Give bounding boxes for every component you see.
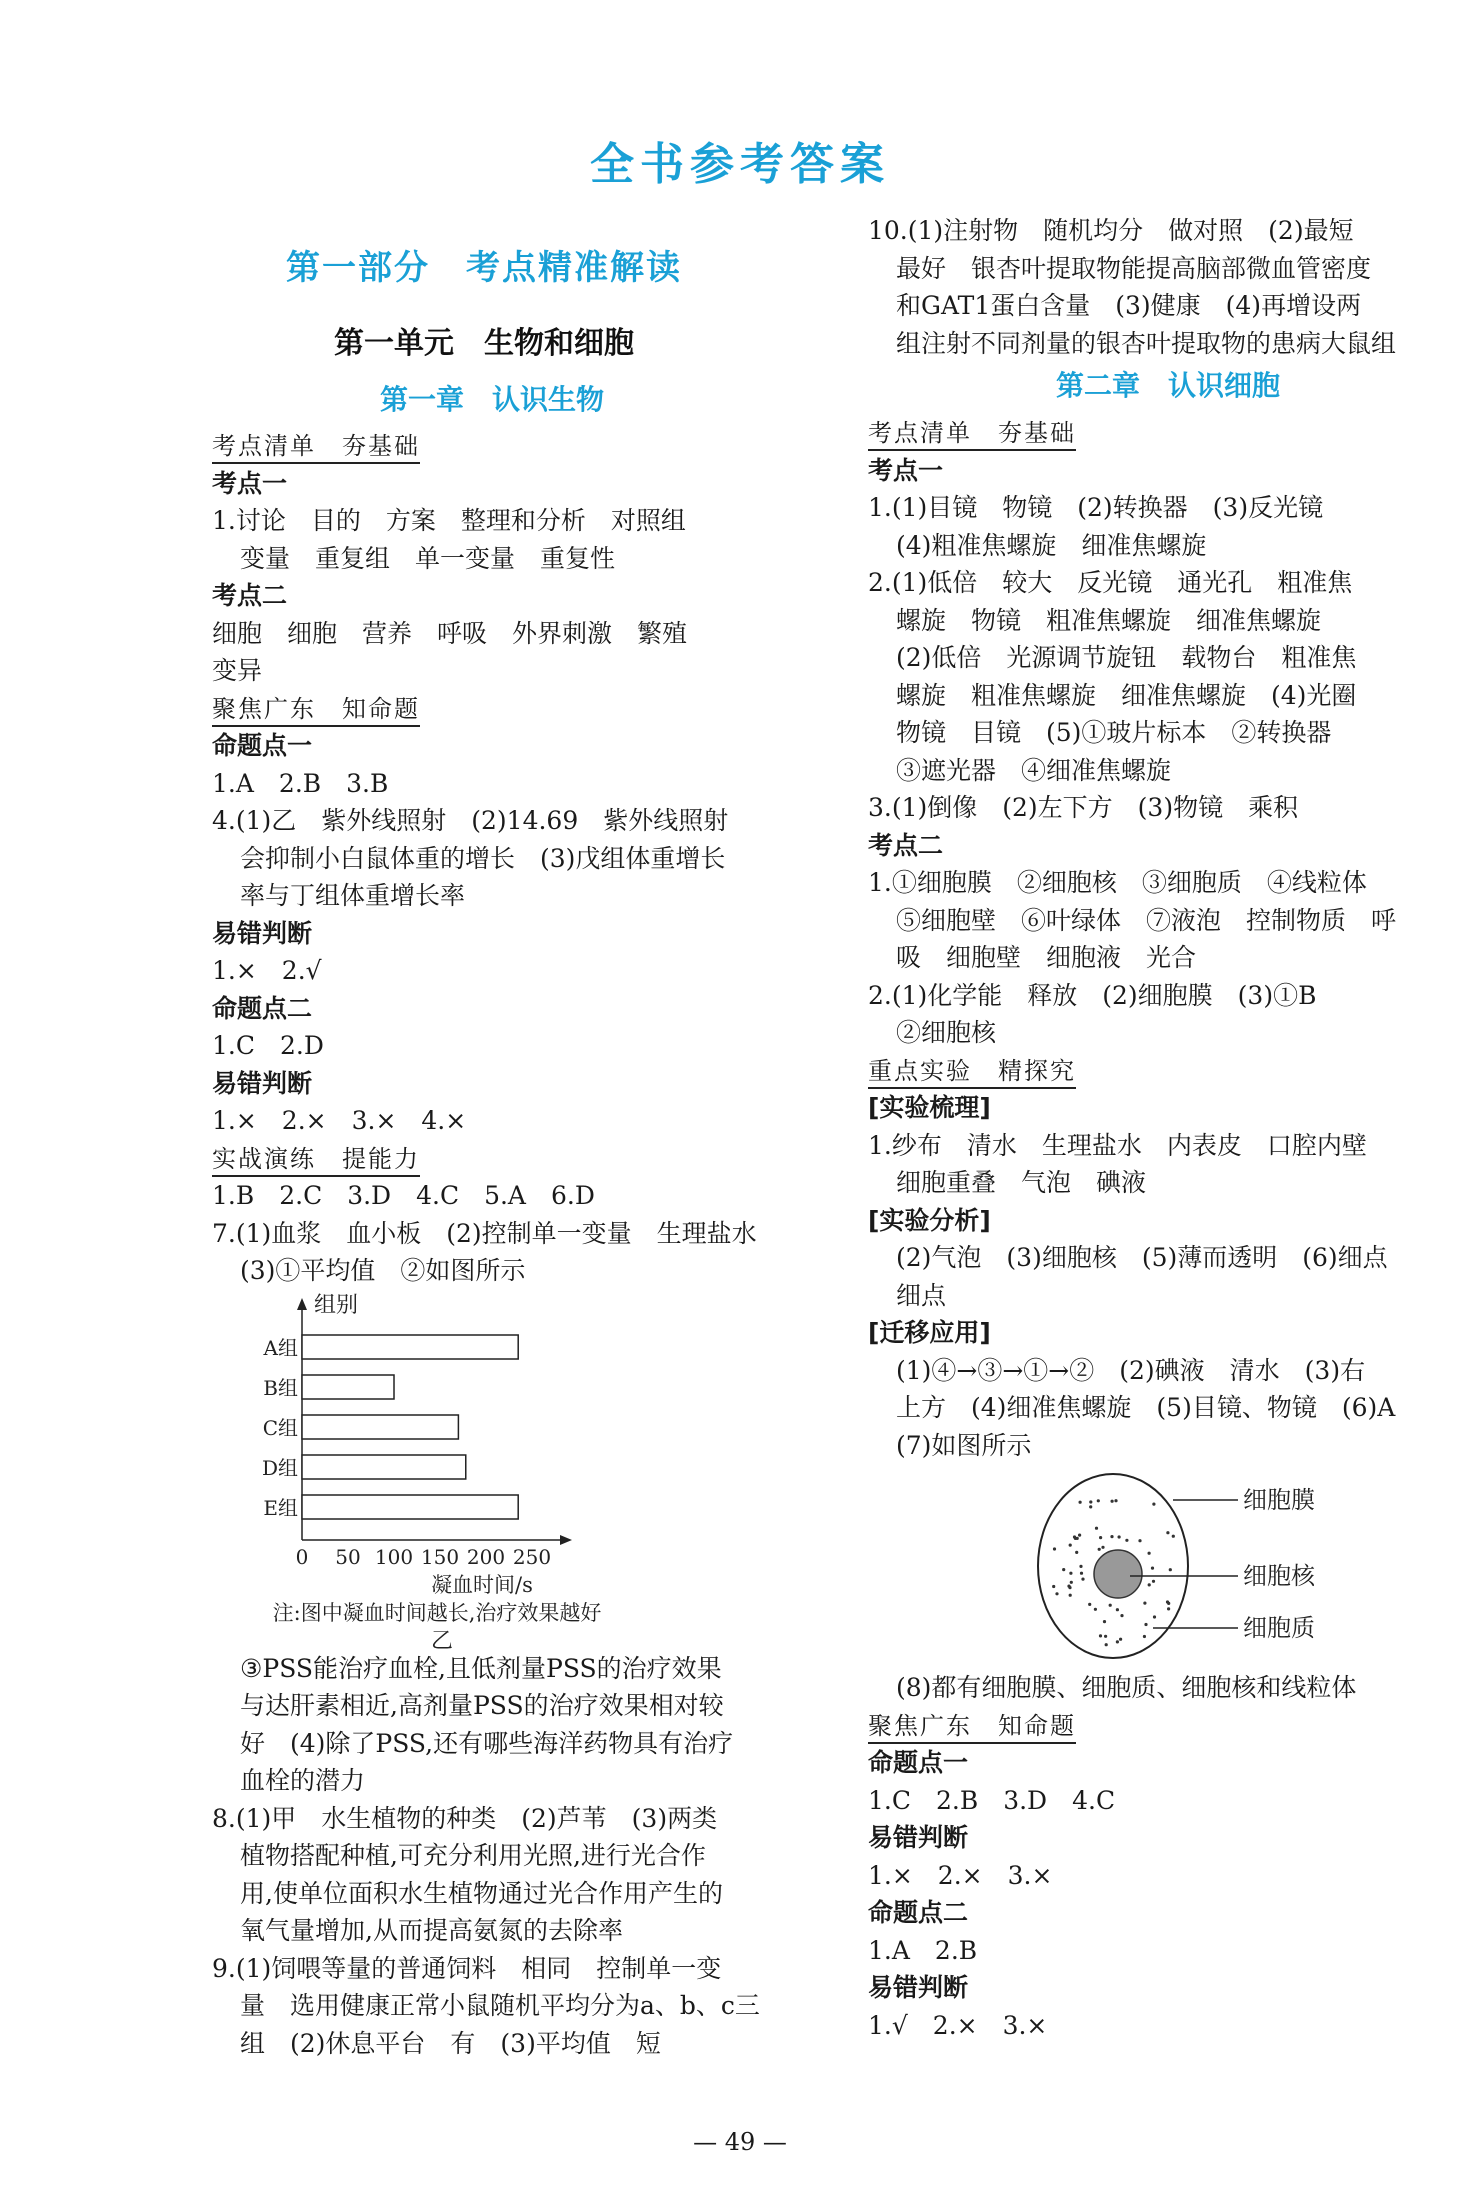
subheading: 命题点二 bbox=[868, 1898, 969, 1927]
part-title: 第一部分 考点精准解读 bbox=[286, 248, 682, 288]
answer-line: 用,使单位面积水生植物通过光合作用产生的 bbox=[240, 1878, 723, 1908]
answer-line: 2.(1)低倍 较大 反光镜 通光孔 粗准焦 bbox=[868, 568, 1353, 597]
bracket-heading: [实验梳理] bbox=[868, 1093, 991, 1122]
section-heading: 实战演练 提能力 bbox=[212, 1140, 812, 1178]
answer-line: 细胞重叠 气泡 碘液 bbox=[896, 1168, 1147, 1197]
cytoplasm-dot bbox=[1138, 1539, 1141, 1542]
category-label: B组 bbox=[263, 1375, 298, 1400]
subheading: 考点二 bbox=[868, 830, 944, 860]
subheading: 考点二 bbox=[212, 581, 288, 610]
category-label: E组 bbox=[263, 1495, 298, 1520]
cytoplasm-dot bbox=[1143, 1635, 1146, 1638]
answer-line: 1.A 2.B 3.B bbox=[212, 768, 389, 798]
answer-line: 与达肝素相近,高剂量PSS的治疗效果相对较 bbox=[240, 1691, 724, 1720]
section-heading: 考点清单 夯基础 bbox=[212, 427, 812, 465]
answer-line: 4.(1)乙 紫外线照射 (2)14.69 紫外线照射 bbox=[212, 806, 729, 835]
bar bbox=[302, 1375, 394, 1399]
y-axis-label: 组别 bbox=[314, 1292, 359, 1318]
bar bbox=[302, 1415, 458, 1439]
bar-chart-figure bbox=[212, 1290, 812, 1650]
cytoplasm-dot bbox=[1114, 1499, 1117, 1502]
cytoplasm-dot bbox=[1052, 1585, 1055, 1588]
cytoplasm-dot bbox=[1105, 1643, 1108, 1646]
answer-line: (2)气泡 (3)细胞核 (5)薄而透明 (6)细点 bbox=[896, 1243, 1388, 1272]
answer-line: ③PSS能治疗血栓,且低剂量PSS的治疗效果 bbox=[240, 1653, 722, 1683]
x-tick-label: 100 bbox=[374, 1544, 414, 1569]
cytoplasm-dot bbox=[1079, 1501, 1082, 1504]
cytoplasm-dot bbox=[1111, 1500, 1114, 1503]
answer-line: (3)①平均值 ②如图所示 bbox=[240, 1256, 526, 1285]
answer-line: 组 (2)休息平台 有 (3)平均值 短 bbox=[240, 2028, 661, 2058]
cytoplasm-dot bbox=[1118, 1535, 1121, 1538]
cytoplasm-dot bbox=[1152, 1503, 1155, 1506]
cytoplasm-dot bbox=[1110, 1535, 1113, 1538]
cytoplasm-dot bbox=[1070, 1581, 1073, 1584]
cytoplasm-dot bbox=[1099, 1634, 1102, 1637]
answer-line: 上方 (4)细准焦螺旋 (5)目镜、物镜 (6)A bbox=[896, 1393, 1396, 1422]
answer-line: 细胞 细胞 营养 呼吸 外界刺激 繁殖 bbox=[212, 618, 688, 648]
subheading: 易错判断 bbox=[868, 1973, 969, 2002]
category-label: D组 bbox=[261, 1455, 298, 1480]
y-axis-arrow bbox=[297, 1298, 307, 1310]
cytoplasm-dot bbox=[1103, 1620, 1106, 1623]
label-cytoplasm: 细胞质 bbox=[1243, 1614, 1315, 1642]
cytoplasm-dot bbox=[1125, 1539, 1128, 1542]
cytoplasm-dot bbox=[1081, 1578, 1084, 1581]
cytoplasm-dot bbox=[1099, 1536, 1102, 1539]
cytoplasm-dot bbox=[1098, 1548, 1101, 1551]
cytoplasm-dot bbox=[1172, 1535, 1175, 1538]
answer-line: 1.(1)目镜 物镜 (2)转换器 (3)反光镜 bbox=[868, 493, 1324, 522]
answer-line: 1.讨论 目的 方案 整理和分析 对照组 bbox=[212, 506, 686, 535]
answer-line: 好 (4)除了PSS,还有哪些海洋药物具有治疗 bbox=[240, 1728, 734, 1758]
answer-line: 8.(1)甲 水生植物的种类 (2)芦苇 (3)两类 bbox=[212, 1803, 718, 1833]
answer-line: (4)粗准焦螺旋 细准焦螺旋 bbox=[896, 530, 1207, 560]
cytoplasm-dot bbox=[1055, 1592, 1058, 1595]
section-heading: 聚焦广东 知命题 bbox=[212, 690, 812, 728]
category-label: A组 bbox=[263, 1335, 298, 1360]
chart-caption: 乙 bbox=[430, 1628, 454, 1650]
subheading: 命题点一 bbox=[212, 731, 313, 760]
unit-title: 第一单元 生物和细胞 bbox=[334, 326, 634, 361]
answer-line: 1.B 2.C 3.D 4.C 5.A 6.D bbox=[212, 1181, 595, 1210]
answer-line: ⑤细胞壁 ⑥叶绿体 ⑦液泡 控制物质 呼 bbox=[896, 905, 1397, 935]
cytoplasm-dot bbox=[1068, 1586, 1071, 1589]
cytoplasm-dot bbox=[1088, 1603, 1091, 1606]
answer-line: 1.× 2.× 3.× 4.× bbox=[212, 1106, 467, 1135]
answer-line: ②细胞核 bbox=[896, 1018, 997, 1047]
answer-line: 螺旋 物镜 粗准焦螺旋 细准焦螺旋 bbox=[896, 605, 1322, 635]
cell-diagram bbox=[868, 1464, 1468, 1669]
answer-line: 10.(1)注射物 随机均分 做对照 (2)最短 bbox=[868, 216, 1354, 245]
cytoplasm-dot bbox=[1120, 1614, 1123, 1617]
answer-line: 1.①细胞膜 ②细胞核 ③细胞质 ④线粒体 bbox=[868, 868, 1367, 897]
subheading: 考点一 bbox=[868, 455, 944, 485]
cytoplasm-dot bbox=[1148, 1583, 1151, 1586]
bar bbox=[302, 1495, 518, 1519]
cytoplasm-dot bbox=[1069, 1594, 1072, 1597]
chapter-title-2: 第二章 认识细胞 bbox=[1055, 369, 1280, 402]
cytoplasm-dot bbox=[1109, 1604, 1112, 1607]
answer-line: 变量 重复组 单一变量 重复性 bbox=[240, 543, 616, 573]
answer-line: 1.纱布 清水 生理盐水 内表皮 口腔内壁 bbox=[868, 1130, 1367, 1160]
label-membrane: 细胞膜 bbox=[1243, 1486, 1315, 1514]
answer-line: (1)④→③→①→② (2)碘液 清水 (3)右 bbox=[896, 1355, 1366, 1385]
answer-line: 血栓的潜力 bbox=[240, 1766, 366, 1795]
answer-line: 9.(1)饲喂等量的普通饲料 相同 控制单一变 bbox=[212, 1953, 722, 1983]
answer-line: 1.A 2.B bbox=[868, 1935, 978, 1965]
cytoplasm-dot bbox=[1094, 1608, 1097, 1611]
answer-line: 1.C 2.D bbox=[212, 1031, 324, 1060]
cytoplasm-dot bbox=[1089, 1500, 1092, 1503]
answer-line: 和GAT1蛋白含量 (3)健康 (4)再增设两 bbox=[896, 291, 1362, 320]
cytoplasm-dot bbox=[1153, 1615, 1156, 1618]
cytoplasm-dot bbox=[1095, 1527, 1098, 1530]
cytoplasm-dot bbox=[1167, 1602, 1170, 1605]
cytoplasm-dot bbox=[1078, 1534, 1081, 1537]
cytoplasm-dot bbox=[1148, 1552, 1151, 1555]
answer-line: 2.(1)化学能 释放 (2)细胞膜 (3)①B bbox=[868, 980, 1317, 1010]
answer-line: 细点 bbox=[896, 1280, 947, 1310]
answer-line: 氧气量增加,从而提高氨氮的去除率 bbox=[240, 1916, 623, 1945]
subheading: 命题点一 bbox=[868, 1748, 969, 1777]
cytoplasm-dot bbox=[1151, 1567, 1154, 1570]
x-axis-arrow bbox=[560, 1535, 572, 1545]
cytoplasm-dot bbox=[1080, 1572, 1083, 1575]
cytoplasm-dot bbox=[1116, 1640, 1119, 1643]
chart-note: 注:图中凝血时间越长,治疗效果越好 bbox=[272, 1600, 602, 1625]
page-title: 全书参考答案 bbox=[590, 139, 890, 190]
x-tick-label: 150 bbox=[420, 1544, 460, 1569]
bar-chart bbox=[212, 1290, 812, 1650]
label-nucleus: 细胞核 bbox=[1243, 1562, 1315, 1590]
chapter-title-1: 第一章 认识生物 bbox=[380, 383, 605, 416]
right-column bbox=[868, 212, 1468, 2044]
answer-line: 组注射不同剂量的银杏叶提取物的患病大鼠组 bbox=[896, 328, 1397, 358]
answer-line: 螺旋 粗准焦螺旋 细准焦螺旋 (4)光圈 bbox=[896, 680, 1357, 710]
x-tick-label: 0 bbox=[295, 1544, 309, 1569]
section-heading: 聚焦广东 知命题 bbox=[868, 1707, 1468, 1745]
x-tick-label: 250 bbox=[512, 1544, 552, 1569]
answer-line: 会抑制小白鼠体重的增长 (3)戊组体重增长 bbox=[240, 843, 726, 873]
answer-line: 最好 银杏叶提取物能提高脑部微血管密度 bbox=[896, 253, 1372, 283]
answer-line: (7)如图所示 bbox=[896, 1430, 1032, 1460]
bracket-heading: [迁移应用] bbox=[868, 1318, 991, 1347]
answer-line: 植物搭配种植,可充分利用光照,进行光合作 bbox=[240, 1841, 706, 1870]
cytoplasm-dot bbox=[1167, 1607, 1170, 1610]
x-axis-label: 凝血时间/s bbox=[431, 1572, 533, 1597]
cytoplasm-dot bbox=[1104, 1635, 1107, 1638]
left-column bbox=[212, 427, 812, 2062]
section-heading: 考点清单 夯基础 bbox=[868, 414, 1468, 452]
cytoplasm-dot bbox=[1079, 1565, 1082, 1568]
cytoplasm-dot bbox=[1069, 1544, 1072, 1547]
cytoplasm-dot bbox=[1119, 1638, 1122, 1641]
cytoplasm-dot bbox=[1101, 1546, 1104, 1549]
answer-line: 1.× 2.√ bbox=[212, 956, 322, 985]
cell-diagram-svg bbox=[868, 1464, 1468, 1669]
answer-line: 量 选用健康正常小鼠随机平均分为a、b、c三 bbox=[240, 1991, 760, 2020]
answer-line: 1.√ 2.× 3.× bbox=[868, 2010, 1048, 2040]
cytoplasm-dot bbox=[1166, 1531, 1169, 1534]
cytoplasm-dot bbox=[1152, 1580, 1155, 1583]
answer-line: 1.C 2.B 3.D 4.C bbox=[868, 1785, 1116, 1815]
cell-nucleus bbox=[1094, 1550, 1142, 1598]
x-tick-label: 200 bbox=[466, 1544, 506, 1569]
answer-line: (8)都有细胞膜、细胞质、细胞核和线粒体 bbox=[896, 1673, 1357, 1702]
page-number: — 49 — bbox=[693, 2128, 787, 2156]
bracket-heading: [实验分析] bbox=[868, 1205, 991, 1235]
bar bbox=[302, 1335, 518, 1359]
cytoplasm-dot bbox=[1069, 1572, 1072, 1575]
cytoplasm-dot bbox=[1097, 1499, 1100, 1502]
answer-line: ③遮光器 ④细准焦螺旋 bbox=[896, 755, 1172, 785]
bar bbox=[302, 1455, 466, 1479]
cytoplasm-dot bbox=[1144, 1623, 1147, 1626]
answer-line: 1.× 2.× 3.× bbox=[868, 1860, 1053, 1890]
answer-line: 7.(1)血浆 血小板 (2)控制单一变量 生理盐水 bbox=[212, 1218, 757, 1248]
cytoplasm-dot bbox=[1089, 1505, 1092, 1508]
answer-line: 率与丁组体重增长率 bbox=[240, 881, 466, 910]
subheading: 易错判断 bbox=[212, 918, 313, 948]
cytoplasm-dot bbox=[1053, 1547, 1056, 1550]
cytoplasm-dot bbox=[1143, 1602, 1146, 1605]
subheading: 易错判断 bbox=[868, 1823, 969, 1852]
section-heading: 重点实验 精探究 bbox=[868, 1052, 1468, 1090]
answer-line: 变异 bbox=[212, 656, 263, 685]
cytoplasm-dot bbox=[1073, 1535, 1076, 1538]
category-label: C组 bbox=[262, 1415, 298, 1440]
x-tick-label: 50 bbox=[335, 1544, 361, 1569]
subheading: 命题点二 bbox=[212, 993, 313, 1023]
cytoplasm-dot bbox=[1062, 1568, 1065, 1571]
answer-line: 3.(1)倒像 (2)左下方 (3)物镜 乘积 bbox=[868, 793, 1299, 822]
cytoplasm-dot bbox=[1116, 1608, 1119, 1611]
cytoplasm-dot bbox=[1075, 1551, 1078, 1554]
answer-line: 吸 细胞壁 细胞液 光合 bbox=[896, 943, 1197, 972]
subheading: 易错判断 bbox=[212, 1068, 313, 1098]
answer-line: 物镜 目镜 (5)①玻片标本 ②转换器 bbox=[896, 718, 1332, 747]
answer-line: (2)低倍 光源调节旋钮 载物台 粗准焦 bbox=[896, 643, 1357, 672]
subheading: 考点一 bbox=[212, 468, 288, 498]
cytoplasm-dot bbox=[1169, 1568, 1172, 1571]
